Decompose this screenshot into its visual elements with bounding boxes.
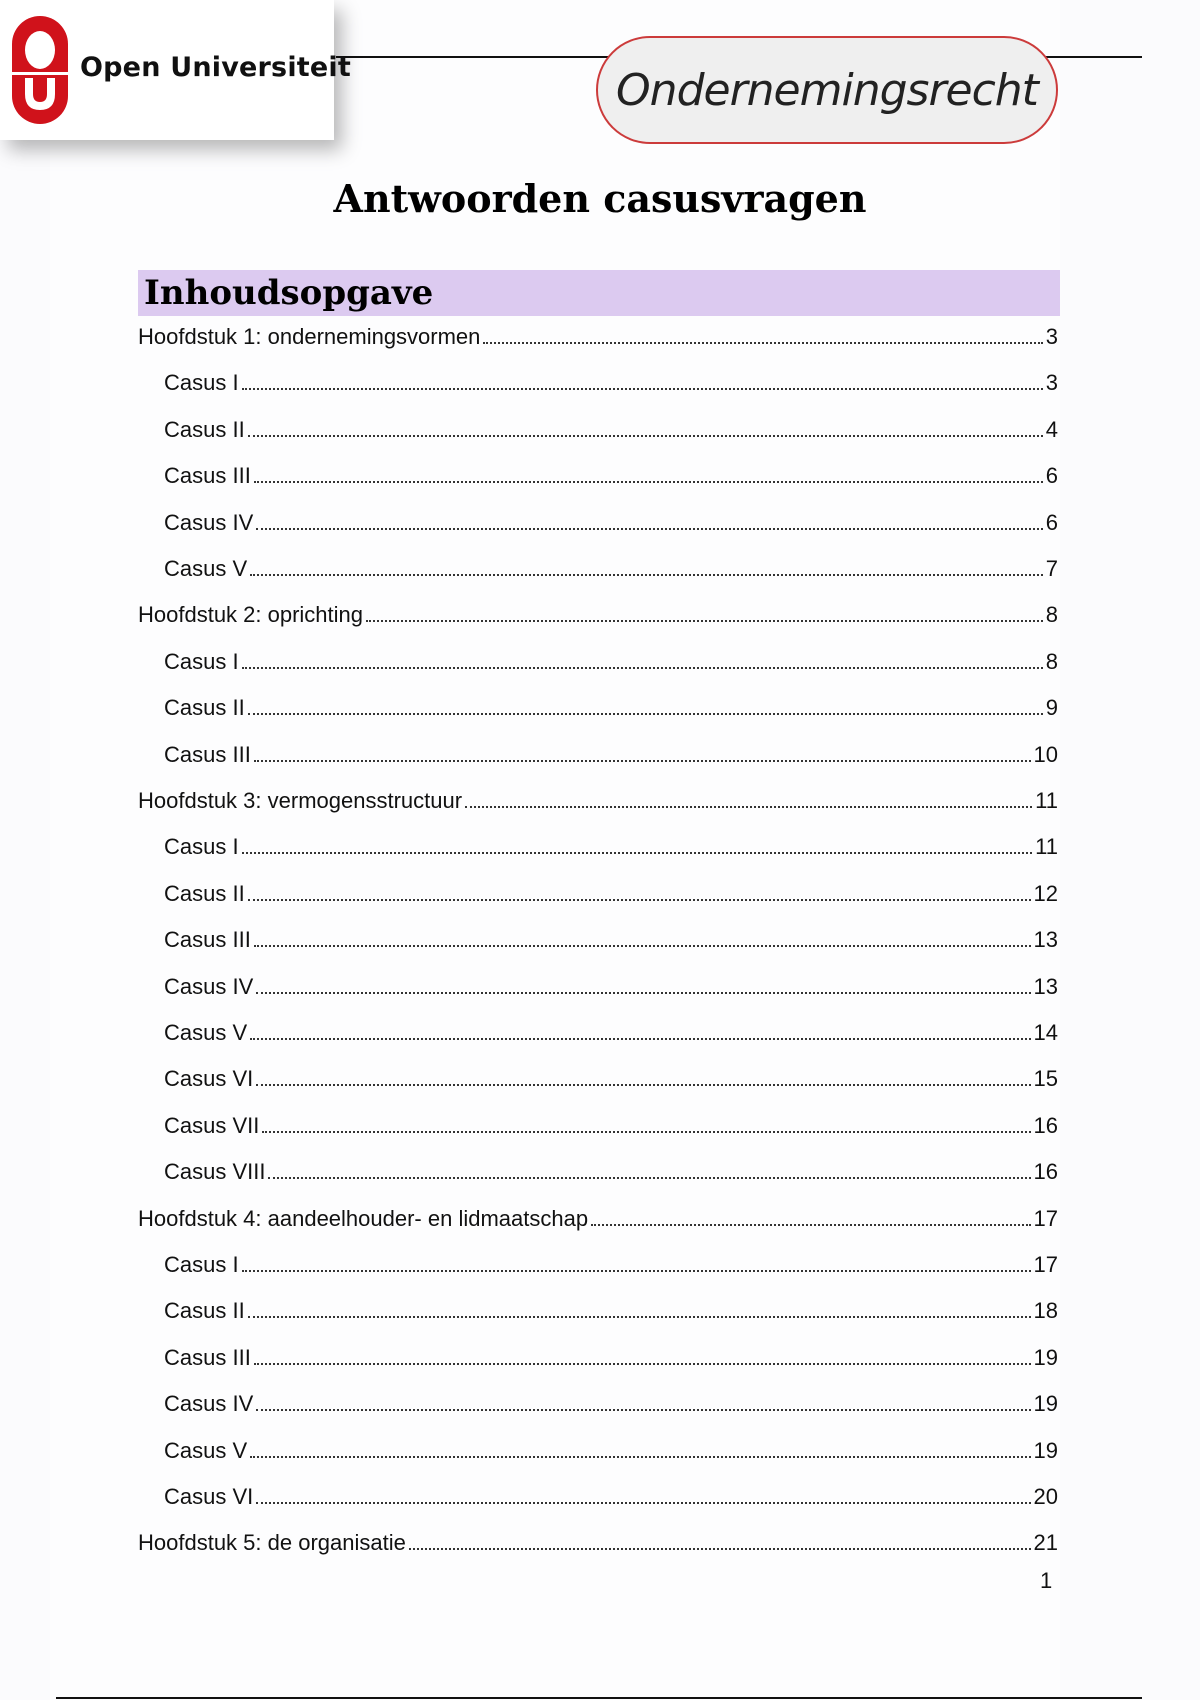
toc-leader-dots bbox=[248, 713, 1043, 715]
toc-entry-label: Casus I bbox=[164, 370, 239, 396]
toc-leader-dots bbox=[254, 945, 1031, 947]
toc-entry[interactable] bbox=[138, 970, 1058, 1000]
toc-leader-dots bbox=[242, 388, 1043, 390]
toc-leader-dots bbox=[256, 1084, 1030, 1086]
toc-leader-dots bbox=[254, 1363, 1031, 1365]
toc-entry-page: 17 bbox=[1033, 1252, 1058, 1277]
toc-entry[interactable] bbox=[138, 366, 1058, 396]
toc-leader-dots bbox=[254, 481, 1043, 483]
toc-entry-label: Hoofdstuk 5: de organisatie bbox=[138, 1530, 406, 1556]
toc-entry-page: 8 bbox=[1045, 602, 1058, 628]
toc-entry[interactable] bbox=[138, 1109, 1058, 1139]
toc-entry-page: 16 bbox=[1033, 1159, 1058, 1185]
toc-leader-dots bbox=[366, 620, 1043, 622]
toc-leader-dots bbox=[248, 899, 1031, 901]
toc-entry-page: 15 bbox=[1033, 1066, 1058, 1092]
toc-entry-page: 11 bbox=[1035, 834, 1058, 860]
toc-leader-dots bbox=[591, 1224, 1030, 1226]
toc-entry[interactable] bbox=[138, 738, 1058, 768]
toc-entry-page: 13 bbox=[1033, 973, 1058, 999]
toc-entry-page: 14 bbox=[1033, 1020, 1058, 1045]
toc-entry-label: Casus V bbox=[164, 1020, 248, 1045]
toc-leader-dots bbox=[242, 667, 1043, 669]
toc-entry-page: 7 bbox=[1045, 556, 1058, 581]
toc-entry-label: Casus III bbox=[164, 1344, 251, 1370]
toc-leader-dots bbox=[256, 992, 1030, 994]
open-universiteit-logo-icon bbox=[10, 14, 70, 126]
toc-entry-label: Hoofdstuk 4: aandeelhouder- en lidmaatschap bbox=[138, 1205, 589, 1231]
toc-entry[interactable] bbox=[138, 1387, 1058, 1417]
toc-entry-label: Casus I bbox=[164, 648, 239, 674]
toc-entry-page: 17 bbox=[1033, 1205, 1058, 1231]
toc-entry-label: Casus IV bbox=[164, 1391, 254, 1417]
course-title: Ondernemingsrecht bbox=[616, 64, 1038, 116]
toc-entry-page: 3 bbox=[1045, 324, 1058, 349]
toc-entry-label: Casus IV bbox=[164, 973, 254, 999]
toc-entry-page: 10 bbox=[1033, 741, 1058, 767]
toc-entry-page: 6 bbox=[1045, 509, 1058, 535]
toc-entry[interactable] bbox=[138, 1248, 1058, 1278]
toc-leader-dots bbox=[256, 1502, 1030, 1504]
toc-entry-label: Casus I bbox=[164, 1252, 239, 1277]
toc-leader-dots bbox=[268, 1177, 1030, 1179]
logo-text: Open Universiteit bbox=[80, 52, 351, 83]
toc-entry[interactable] bbox=[138, 1434, 1058, 1464]
toc-entry-page: 3 bbox=[1045, 370, 1058, 396]
toc-entry[interactable] bbox=[138, 506, 1058, 536]
toc-entry-page: 19 bbox=[1033, 1344, 1058, 1370]
toc-entry-label: Casus I bbox=[164, 834, 239, 860]
toc-leader-dots bbox=[256, 1409, 1030, 1411]
toc-entry-page: 19 bbox=[1033, 1391, 1058, 1417]
toc-leader-dots bbox=[250, 574, 1043, 576]
toc-leader-dots bbox=[250, 1038, 1030, 1040]
toc-entry[interactable] bbox=[138, 923, 1058, 953]
toc-entry-page: 16 bbox=[1033, 1112, 1058, 1138]
toc-leader-dots bbox=[254, 760, 1031, 762]
toc-entry-page: 21 bbox=[1033, 1530, 1058, 1556]
toc-entry-page: 13 bbox=[1033, 927, 1058, 953]
toc-entry[interactable] bbox=[138, 552, 1058, 582]
toc-entry-label: Casus II bbox=[164, 1298, 245, 1324]
toc-entry[interactable] bbox=[138, 691, 1058, 721]
toc-entry[interactable] bbox=[138, 1062, 1058, 1092]
toc-leader-dots bbox=[242, 852, 1033, 854]
toc-entry-label: Hoofdstuk 3: vermogensstructuur bbox=[138, 788, 463, 813]
toc-entry-label: Hoofdstuk 1: ondernemingsvormen bbox=[138, 324, 481, 349]
toc-entry[interactable] bbox=[138, 1480, 1058, 1510]
toc-entry-label: Casus VII bbox=[164, 1112, 260, 1138]
page-number: 1 bbox=[1040, 1568, 1053, 1593]
toc-leader-dots bbox=[256, 528, 1042, 530]
toc-leader-dots bbox=[250, 1456, 1030, 1458]
toc-entry[interactable] bbox=[138, 413, 1058, 443]
toc-entry-label: Casus VI bbox=[164, 1066, 254, 1092]
toc-leader-dots bbox=[248, 435, 1043, 437]
toc-entry-label: Casus IV bbox=[164, 509, 254, 535]
footer-rule bbox=[56, 1697, 1142, 1699]
toc-entry-label: Casus II bbox=[164, 880, 245, 906]
toc-leader-dots bbox=[465, 806, 1032, 808]
toc-entry[interactable] bbox=[138, 1016, 1058, 1046]
toc-entry-page: 19 bbox=[1033, 1437, 1058, 1463]
toc-entry-page: 6 bbox=[1045, 463, 1058, 489]
logo-card bbox=[0, 0, 351, 140]
toc-entry-label: Casus III bbox=[164, 741, 251, 767]
toc-leader-dots bbox=[409, 1548, 1031, 1550]
toc-entry-label: Casus II bbox=[164, 695, 245, 721]
toc-entry-page: 20 bbox=[1033, 1484, 1058, 1509]
toc-heading: Inhoudsopgave bbox=[138, 270, 1060, 316]
toc-entry-label: Casus V bbox=[164, 1437, 248, 1463]
toc-entry[interactable] bbox=[138, 1155, 1058, 1185]
toc-entry-label: Casus VI bbox=[164, 1484, 254, 1509]
toc-entry-label: Casus III bbox=[164, 927, 251, 953]
toc-leader-dots bbox=[262, 1131, 1030, 1133]
toc-entry[interactable] bbox=[138, 1341, 1058, 1371]
toc-entry-label: Casus II bbox=[164, 416, 245, 442]
toc-entry[interactable] bbox=[138, 459, 1058, 489]
toc-entry-page: 11 bbox=[1035, 788, 1058, 813]
toc-entry-page: 9 bbox=[1045, 695, 1058, 721]
toc-entry[interactable] bbox=[138, 320, 1058, 350]
toc-entry[interactable] bbox=[138, 877, 1058, 907]
toc-entry-page: 12 bbox=[1033, 880, 1058, 906]
toc-entry[interactable] bbox=[138, 598, 1058, 628]
toc-entry-label: Hoofdstuk 2: oprichting bbox=[138, 602, 364, 628]
document-title: Antwoorden casusvragen bbox=[333, 176, 867, 221]
toc-leader-dots bbox=[483, 342, 1042, 344]
toc-entry-page: 8 bbox=[1045, 648, 1058, 674]
toc-entry[interactable] bbox=[138, 1294, 1058, 1324]
toc-entry[interactable] bbox=[138, 1526, 1058, 1556]
toc-entry[interactable] bbox=[138, 645, 1058, 675]
toc-leader-dots bbox=[242, 1270, 1031, 1272]
toc-leader-dots bbox=[248, 1316, 1031, 1318]
toc-entry-page: 18 bbox=[1033, 1298, 1058, 1324]
toc-entry-label: Casus VIII bbox=[164, 1159, 266, 1185]
toc-entry[interactable] bbox=[138, 1202, 1058, 1232]
toc-entry-page: 4 bbox=[1045, 416, 1058, 442]
toc-entry[interactable] bbox=[138, 830, 1058, 860]
toc-entry[interactable] bbox=[138, 784, 1058, 814]
course-title-badge bbox=[596, 36, 1058, 144]
toc-entry-label: Casus III bbox=[164, 463, 251, 489]
toc-entry-label: Casus V bbox=[164, 556, 248, 581]
